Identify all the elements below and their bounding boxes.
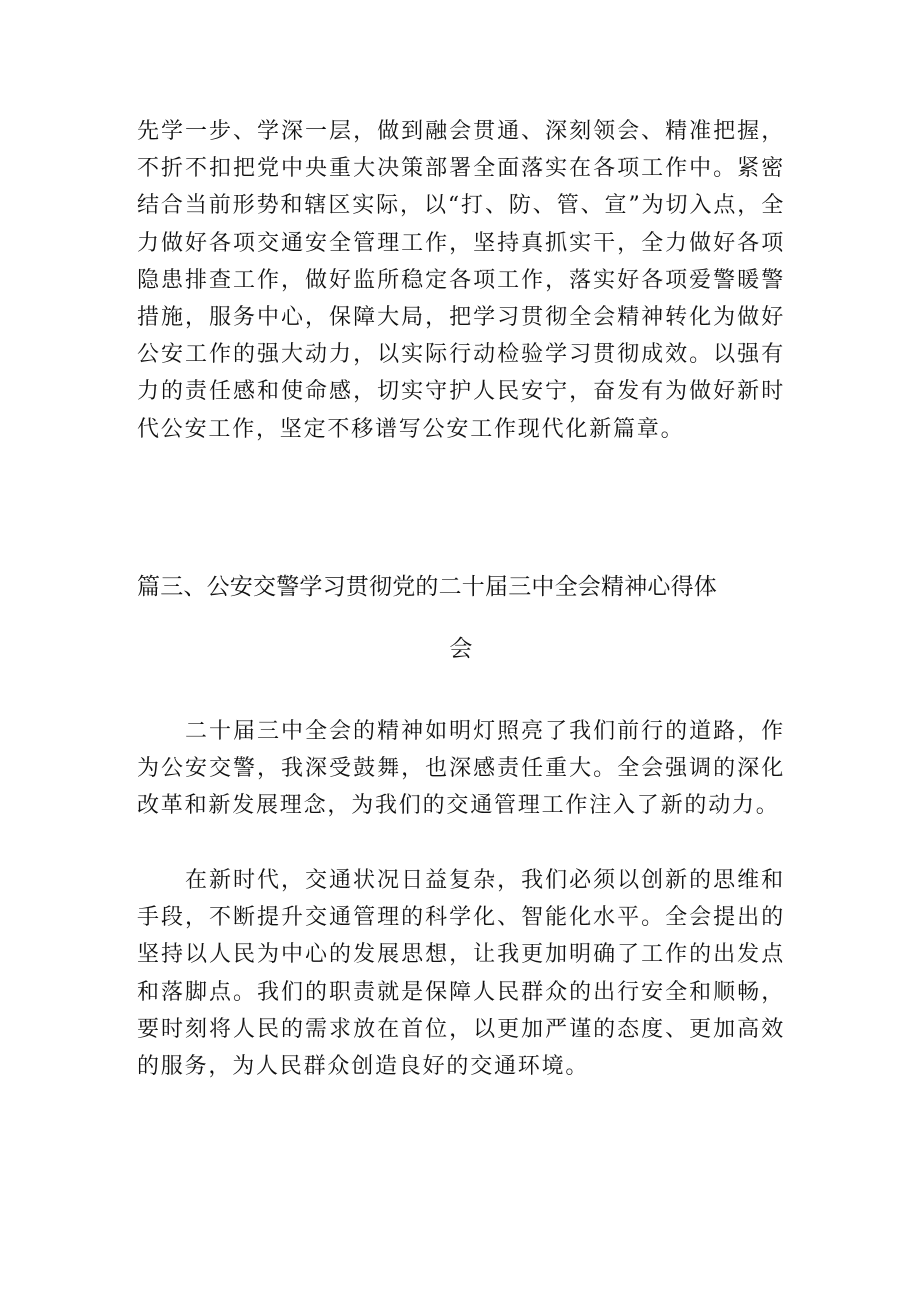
body-paragraph-1: 二十届三中全会的精神如明灯照亮了我们前行的道路，作为公安交警，我深受鼓舞，也深感责任重大。全会强调的深化改革和新发展理念，为我们的交通管理工作注入了新的动力。 [137, 719, 785, 819]
continued-paragraph: 先学一步、学深一层，做到融会贯通、深刻领会、精准把握，不折不扣把党中央重大决策部署全面落实在各项工作中。紧密结合当前形势和辖区实际，以“打、防、管、宣”为切入点，全力做好各项交通安全管理工作，坚持真抓实干，全力做好各项隐患排查工作，做好监所稳定各项工作，落实好各项爱警暖警措施，服务中心，保障大局，把学习贯彻全会精神转化为做好公安工作的强大动力，以实际行动检验学习贯彻成效。以强有力的责任感和使命感，切实守护人民安宁，奋发有为做好新时代公安工作，坚定不移谱写公安工作现代化新篇章。 [137, 119, 785, 442]
section-title [137, 556, 785, 680]
section-title-line2: 会 [449, 636, 473, 662]
section-title-line1: 篇三、公安交警学习贯彻党的二十届三中全会精神心得体 [137, 574, 717, 600]
body-paragraph-2: 在新时代，交通状况日益复杂，我们必须以创新的思维和手段，不断提升交通管理的科学化、智能化水平。全会提出的坚持以人民为中心的发展思想，让我更加明确了工作的出发点和落脚点。我们的职责就是保障人民群众的出行安全和顺畅，要时刻将人民的需求放在首位，以更加严谨的态度、更加高效的服务，为人民群众创造良好的交通环境。 [137, 868, 785, 1080]
